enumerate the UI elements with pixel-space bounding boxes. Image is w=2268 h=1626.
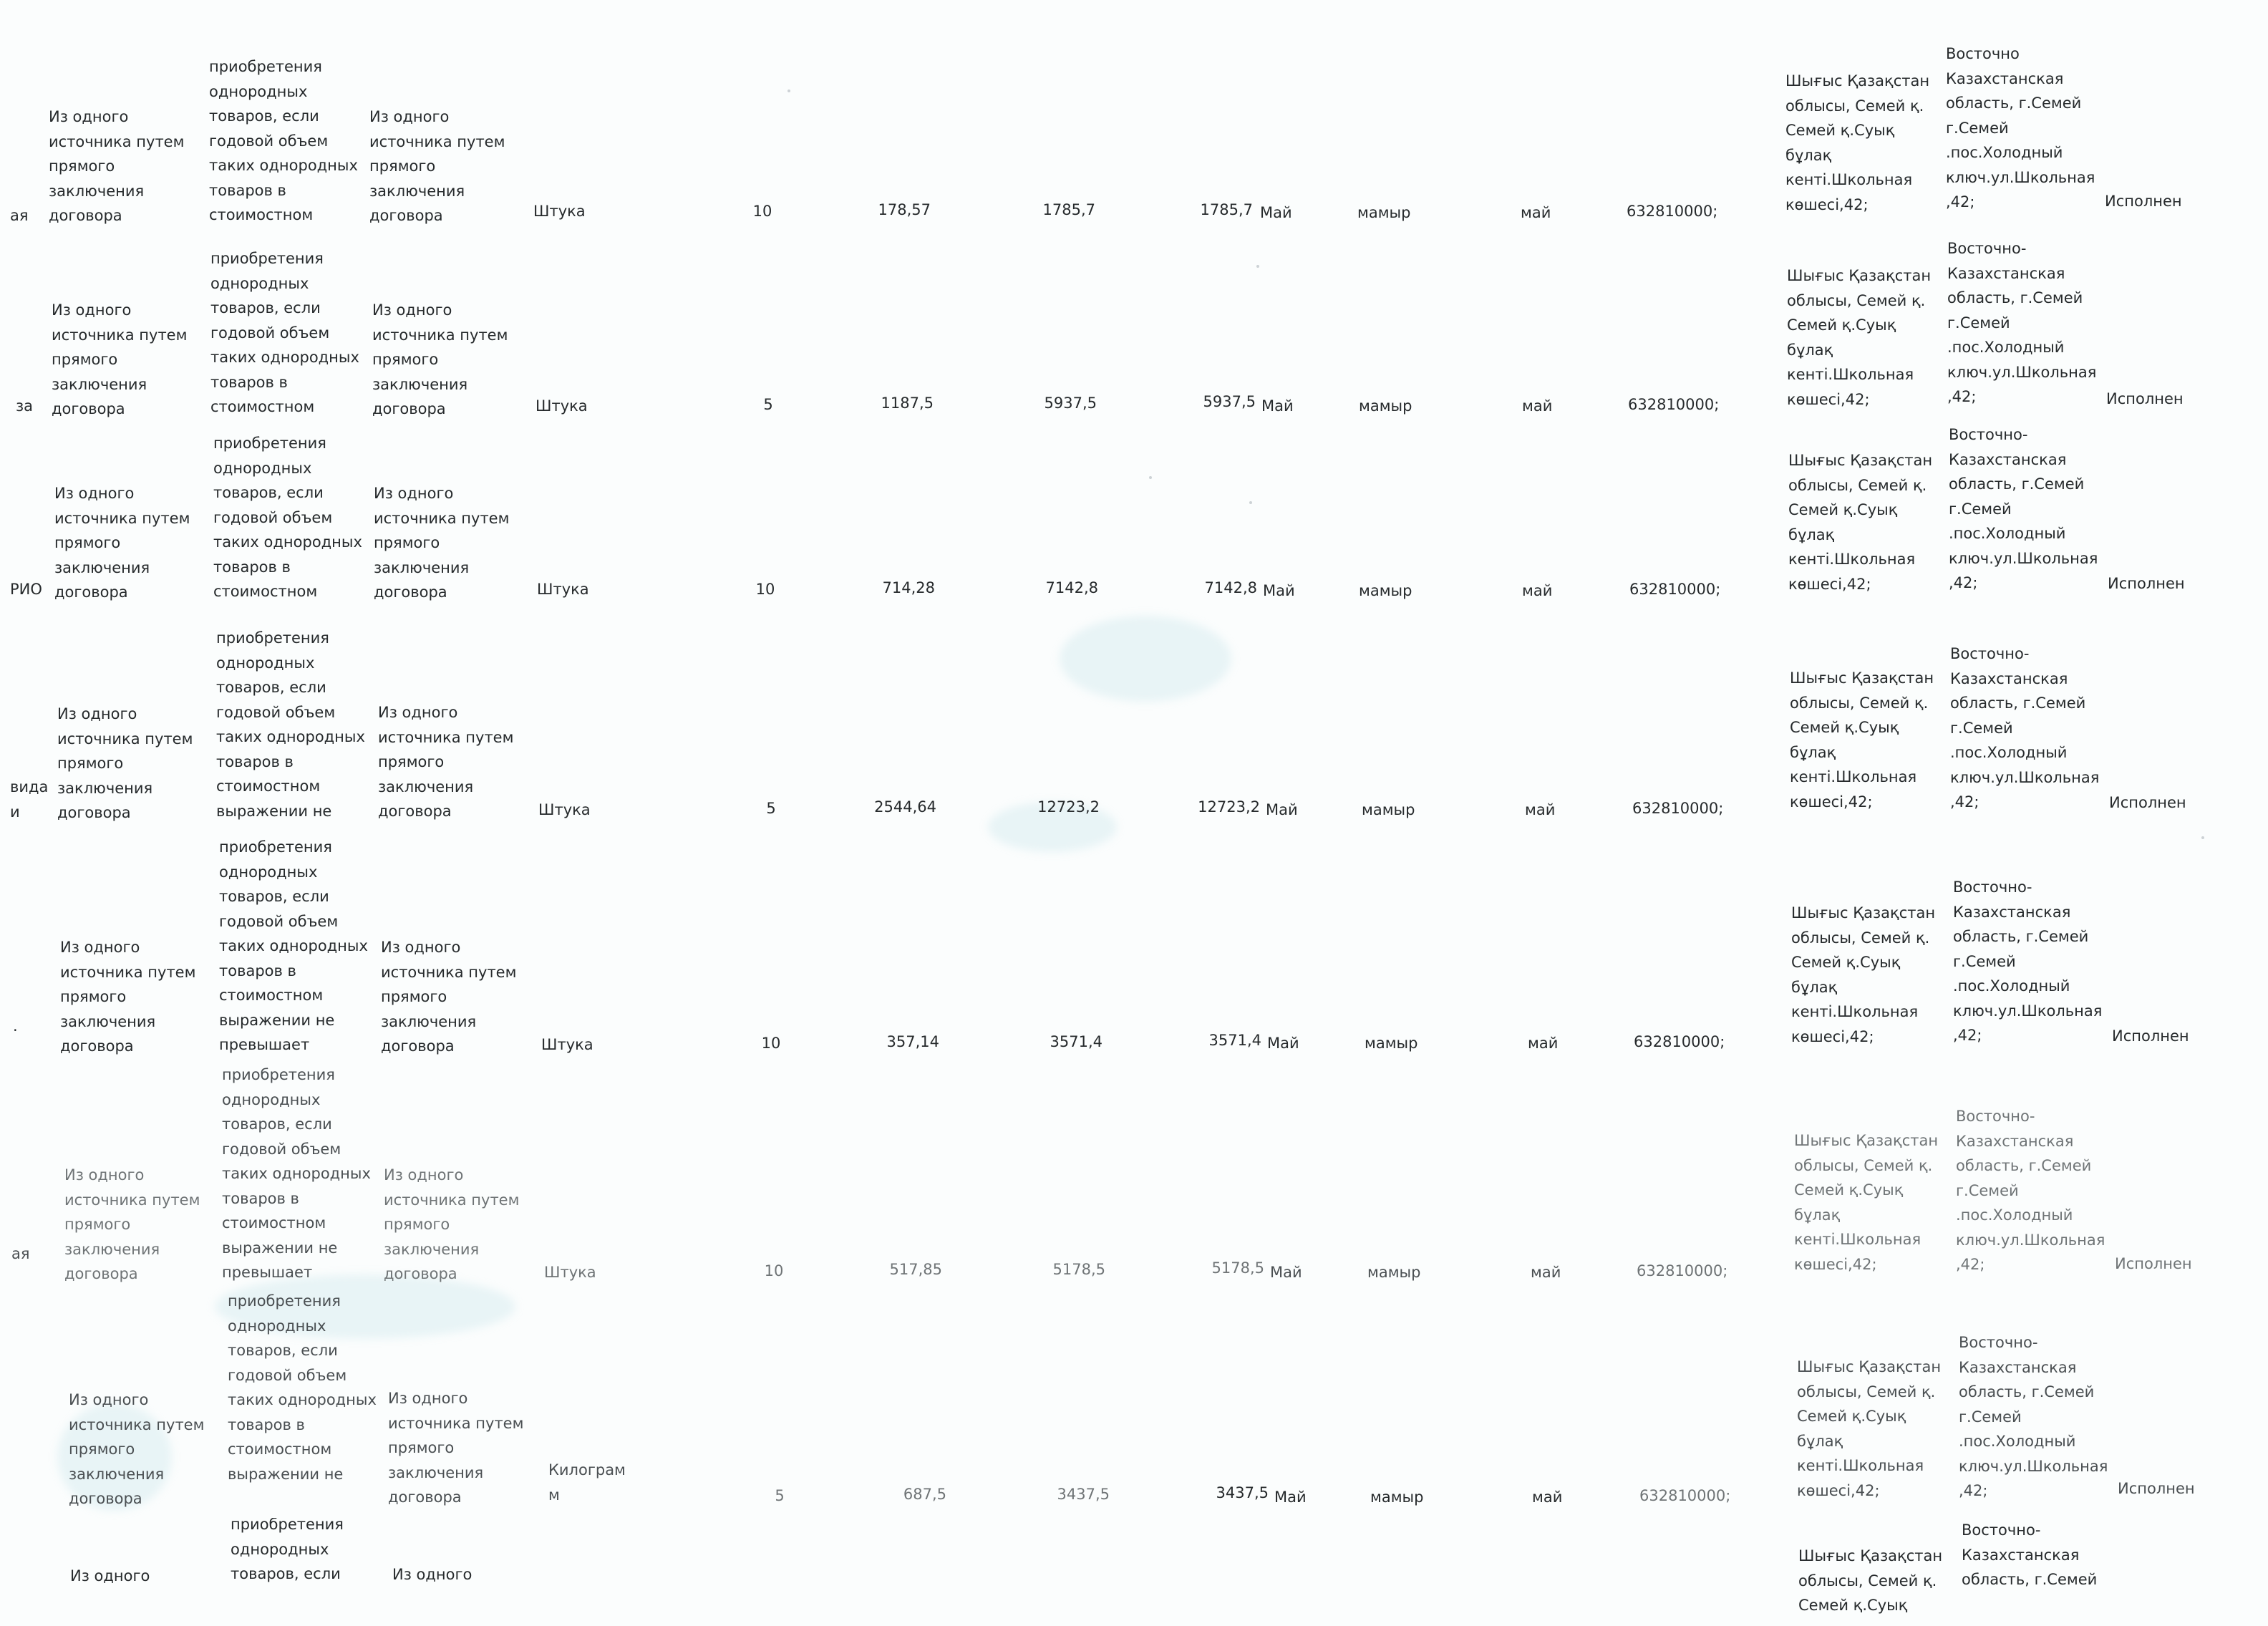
status-cell: Исполнен: [2112, 1027, 2189, 1045]
name-cell: .: [13, 1017, 18, 1035]
month-lc-cell: май: [1528, 1035, 1559, 1052]
unit-cell: Килограм м: [548, 1461, 626, 1504]
name-cell: РИО: [10, 581, 42, 598]
address-kz-cell: Шығыс Қазақстан облысы, Семей қ. Семей қ.Суық: [1798, 1547, 1943, 1614]
unit-price-cell: 2544,64: [874, 798, 936, 816]
method-cell: Из одного источника путем прямого заключения договора: [52, 301, 188, 417]
table-row-partial: [0, 1518, 2268, 1626]
month-cell: Май: [1260, 204, 1292, 221]
unit-cell: Штука: [538, 801, 591, 818]
quantity-cell: 10: [761, 1035, 781, 1052]
month-kz-cell: мамыр: [1370, 1489, 1424, 1506]
kato-cell: 632810000;: [1639, 1487, 1731, 1504]
basis-cell: приобретения однородных товаров, если годовой объем таких однородных товаров в стоимостном: [209, 58, 358, 223]
name-cell: за: [16, 397, 34, 415]
kato-cell: 632810000;: [1637, 1262, 1728, 1279]
table-row: [0, 616, 2268, 845]
method-cell: Из одного: [70, 1567, 150, 1584]
month-kz-cell: мамыр: [1357, 204, 1411, 221]
month-cell: Май: [1266, 801, 1298, 818]
month-kz-cell: мамыр: [1359, 582, 1412, 599]
sum-cell: 5937,5: [1044, 395, 1097, 412]
quantity-cell: 10: [764, 1262, 784, 1279]
address-ru-cell: Восточно- Казахстанская область, г.Семей г.Семей .пос.Холодный ключ.ул.Школьная ,42;: [1947, 240, 2097, 405]
kato-cell: 632810000;: [1627, 203, 1718, 220]
sum-cell: 12723,2: [1037, 798, 1100, 816]
status-cell: Исполнен: [2118, 1480, 2195, 1497]
month-lc-cell: май: [1532, 1489, 1563, 1506]
kato-cell: 632810000;: [1628, 396, 1720, 413]
status-cell: Исполнен: [2109, 794, 2186, 811]
address-kz-cell: Шығыс Қазақстан облысы, Семей қ. Семей қ.Суық бұлақ кенті.Школьная көшесі,42;: [1790, 669, 1934, 810]
month-kz-cell: мамыр: [1365, 1035, 1418, 1052]
unit-cell: Штука: [536, 397, 588, 415]
method-cell-2: Из одного источника путем прямого заключения договора: [388, 1390, 524, 1506]
address-ru-cell: Восточно- Казахстанская область, г.Семей г.Семей .пос.Холодный ключ.ул.Школьная ,42;: [1953, 879, 2103, 1044]
status-cell: Исполнен: [2105, 193, 2182, 210]
address-kz-cell: Шығыс Қазақстан облысы, Семей қ. Семей қ.Суық бұлақ кенті.Школьная көшесі,42;: [1785, 72, 1930, 213]
unit-cell: Штука: [537, 581, 589, 598]
sum-cell: 7142,8: [1045, 579, 1098, 596]
address-ru-cell: Восточно Казахстанская область, г.Семей г.Семей .пос.Холодный ключ.ул.Школьная ,42;: [1946, 45, 2095, 210]
basis-cell: приобретения однородных товаров, если годовой объем таких однородных товаров в стоимостном выражении не превышает: [219, 838, 368, 1053]
basis-cell: приобретения однородных товаров, если годовой объем таких однородных товаров в стоимостном выражении не: [228, 1292, 377, 1483]
method-cell-2: Из одного: [392, 1566, 472, 1583]
month-kz-cell: мамыр: [1367, 1264, 1421, 1281]
month-lc-cell: май: [1522, 397, 1553, 415]
quantity-cell: 5: [766, 800, 776, 817]
sum-cell-2: 3437,5: [1216, 1484, 1269, 1501]
sum-cell-2: 1785,7: [1200, 201, 1253, 218]
method-cell-2: Из одного источника путем прямого заключения договора: [378, 704, 514, 820]
table-row: [0, 831, 2268, 1060]
address-ru-cell: Восточно- Казахстанская область, г.Семей г.Семей .пос.Холодный ключ.ул.Школьная ,42;: [1950, 645, 2100, 810]
kato-cell: 632810000;: [1629, 581, 1721, 598]
quantity-cell: 10: [755, 581, 775, 598]
unit-price-cell: 687,5: [903, 1486, 946, 1503]
method-cell-2: Из одного источника путем прямого заключения договора: [381, 939, 517, 1055]
method-cell-2: Из одного источника путем прямого заключения договора: [374, 485, 510, 601]
status-cell: Исполнен: [2106, 390, 2184, 407]
basis-cell: приобретения однородных товаров, если: [231, 1518, 344, 1582]
unit-cell: Штука: [544, 1264, 596, 1281]
address-kz-cell: Шығыс Қазақстан облысы, Семей қ. Семей қ.Суық бұлақ кенті.Школьная көшесі,42;: [1797, 1358, 1942, 1499]
method-cell: Из одного источника путем прямого заключения договора: [54, 485, 190, 601]
method-cell: Из одного источника путем прямого заключения договора: [57, 705, 193, 821]
address-kz-cell: Шығыс Қазақстан облысы, Семей қ. Семей қ.Суық бұлақ кенті.Школьная көшесі,42;: [1791, 904, 1936, 1045]
sum-cell-2: 5178,5: [1211, 1259, 1264, 1277]
unit-price-cell: 178,57: [878, 201, 931, 218]
status-cell: Исполнен: [2115, 1255, 2192, 1272]
sum-cell-2: 12723,2: [1198, 798, 1260, 816]
basis-cell: приобретения однородных товаров, если годовой объем таких однородных товаров в стоимостном выражении не: [216, 629, 365, 820]
month-kz-cell: мамыр: [1359, 397, 1412, 415]
name-cell: вида и: [10, 778, 49, 821]
method-cell-2: Из одного источника путем прямого заключения договора: [384, 1166, 520, 1282]
sum-cell-2: 3571,4: [1208, 1032, 1261, 1049]
quantity-cell: 5: [775, 1487, 785, 1504]
month-cell: Май: [1261, 397, 1294, 415]
method-cell: Из одного источника путем прямого заключения договора: [69, 1391, 205, 1507]
address-ru-cell: Восточно- Казахстанская область, г.Семей: [1962, 1521, 2098, 1588]
basis-cell: приобретения однородных товаров, если годовой объем таких однородных товаров в стоимостном: [213, 435, 362, 600]
unit-price-cell: 714,28: [882, 579, 935, 596]
sum-cell: 5178,5: [1052, 1261, 1105, 1278]
method-cell: Из одного источника путем прямого заключения договора: [60, 939, 196, 1055]
kato-cell: 632810000;: [1634, 1033, 1725, 1050]
address-ru-cell: Восточно- Казахстанская область, г.Семей г.Семей .пос.Холодный ключ.ул.Школьная ,42;: [1949, 426, 2098, 591]
month-lc-cell: май: [1531, 1264, 1561, 1281]
kato-cell: 632810000;: [1632, 800, 1724, 817]
month-kz-cell: мамыр: [1362, 801, 1415, 818]
method-cell-2: Из одного источника путем прямого заключения договора: [372, 301, 508, 417]
address-kz-cell: Шығыс Қазақстан облысы, Семей қ. Семей қ.Суық бұлақ кенті.Школьная көшесі,42;: [1788, 452, 1933, 593]
unit-price-cell: 357,14: [886, 1033, 939, 1050]
name-cell: ая: [10, 207, 29, 224]
address-kz-cell: Шығыс Қазақстан облысы, Семей қ. Семей қ.Суық бұлақ кенті.Школьная көшесі,42;: [1794, 1132, 1939, 1273]
address-kz-cell: Шығыс Қазақстан облысы, Семей қ. Семей қ.Суық бұлақ кенті.Школьная көшесі,42;: [1787, 267, 1932, 408]
table-row: [0, 1060, 2268, 1289]
basis-cell: приобретения однородных товаров, если годовой объем таких однородных товаров в стоимостном выражении не превышает: [222, 1066, 371, 1281]
sum-cell: 3437,5: [1057, 1486, 1110, 1503]
month-cell: Май: [1270, 1264, 1302, 1281]
unit-price-cell: 1187,5: [881, 395, 934, 412]
sum-cell-2: 7142,8: [1204, 579, 1257, 596]
address-ru-cell: Восточно- Казахстанская область, г.Семей г.Семей .пос.Холодный ключ.ул.Школьная ,42;: [1959, 1334, 2108, 1499]
basis-cell: приобретения однородных товаров, если годовой объем таких однородных товаров в стоимостном: [210, 250, 359, 415]
month-cell: Май: [1267, 1035, 1299, 1052]
month-lc-cell: май: [1521, 204, 1551, 221]
month-lc-cell: май: [1522, 582, 1553, 599]
address-ru-cell: Восточно- Казахстанская область, г.Семей г.Семей .пос.Холодный ключ.ул.Школьная ,42;: [1956, 1108, 2105, 1273]
method-cell: Из одного источника путем прямого заключения договора: [49, 108, 185, 224]
status-cell: Исполнен: [2108, 575, 2185, 592]
unit-cell: Штука: [533, 203, 586, 220]
table-row: [0, 1289, 2268, 1518]
method-cell: Из одного источника путем прямого заключения договора: [64, 1166, 200, 1282]
month-lc-cell: май: [1525, 801, 1556, 818]
month-cell: Май: [1263, 582, 1295, 599]
sum-cell: 3571,4: [1050, 1033, 1102, 1050]
name-cell: ая: [11, 1245, 30, 1262]
sum-cell: 1785,7: [1042, 201, 1095, 218]
unit-cell: Штука: [541, 1036, 593, 1053]
month-cell: Май: [1274, 1489, 1307, 1506]
sum-cell-2: 5937,5: [1203, 393, 1256, 410]
quantity-cell: 5: [763, 396, 773, 413]
quantity-cell: 10: [752, 203, 772, 220]
method-cell-2: Из одного источника путем прямого заключения договора: [369, 108, 505, 224]
unit-price-cell: 517,85: [889, 1261, 942, 1278]
